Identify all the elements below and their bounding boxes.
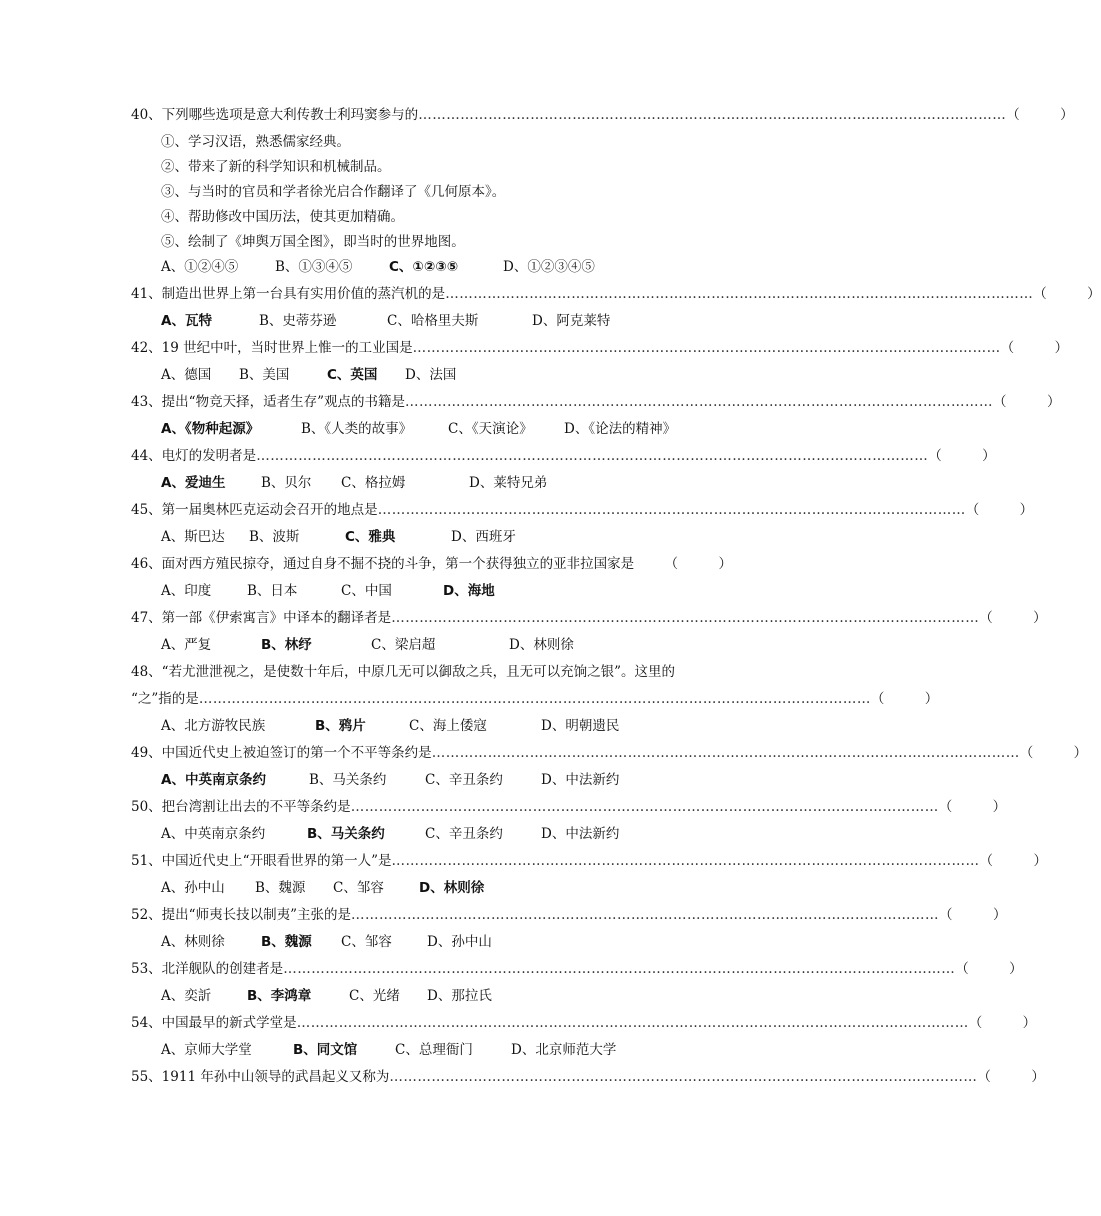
question-51 (0, 848, 1047, 875)
leader-dots: ……………………………………………………………………………………………………………… (431, 745, 1020, 761)
options-47 (161, 632, 1021, 659)
option: B、①③④⑤ (275, 259, 353, 275)
answer-blank: （ ） (955, 961, 1023, 977)
leader-dots: ……………………………………………………………………………………………………………… (377, 502, 966, 518)
leader-dots: ……………………………………………………………………………………………………………………………… (296, 1015, 969, 1031)
option: B、《人类的故事》 (301, 421, 413, 437)
option: B、马关条约 (309, 772, 387, 788)
question-55 (0, 1064, 1045, 1091)
question-50 (0, 794, 1007, 821)
question-stem: 55、1911 年孙中山领导的武昌起义又称为 (131, 1069, 390, 1085)
question-stem: 42、19 世纪中叶，当时世界上惟一的工业国是 (131, 340, 413, 356)
leader-dots: ……………………………………………………………………………………………………………………………… (283, 961, 956, 977)
question-stem: 44、电灯的发明者是 (131, 448, 257, 464)
question-45 (0, 497, 1034, 524)
options-40 (161, 254, 1021, 281)
statement-item: ①、学习汉语，熟悉儒家经典。 (161, 134, 350, 150)
option: A、林则徐 (161, 934, 225, 950)
question-53 (0, 956, 1023, 983)
leader-dots: ……………………………………………………………………………………………………………… (412, 340, 1001, 356)
answer-blank: （ ） (1019, 745, 1088, 761)
options-46 (161, 578, 1021, 605)
leader-dots: ……………………………………………………………………………………………………………… (404, 394, 993, 410)
options-52 (161, 929, 1021, 956)
answer-blank: （ ） (968, 1015, 1037, 1031)
question-stem: 46、面对西方殖民掠夺，通过自身不掘不挠的斗争，第一个获得独立的亚非拉国家是 (131, 556, 635, 572)
answer-blank: （ ） (928, 448, 996, 464)
options-45 (161, 524, 1021, 551)
option-answer: A、《物种起源》 (161, 421, 260, 437)
option: A、印度 (161, 583, 212, 599)
leader-dots: ……………………………………………………………………………………………………………… (418, 107, 1007, 123)
question-stem: 50、把台湾割让出去的不平等条约是 (131, 799, 351, 815)
question-stem: 51、中国近代史上“开眼看世界的第一人”是 (131, 853, 392, 869)
leader-dots (634, 551, 664, 578)
question-stem: 47、第一部《伊索寓言》中译本的翻译者是 (131, 610, 392, 626)
option: A、奕訢 (161, 988, 212, 1004)
options-50 (161, 821, 1021, 848)
option: D、孙中山 (427, 934, 492, 950)
option: A、德国 (161, 367, 212, 383)
question-stem: 43、提出“物竞天择，适者生存”观点的书籍是 (131, 394, 405, 410)
option: A、孙中山 (161, 880, 225, 896)
question-48-cont (0, 686, 939, 713)
option: B、史蒂芬逊 (259, 313, 337, 329)
option: D、①②③④⑤ (503, 259, 595, 275)
options-51 (161, 875, 1021, 902)
answer-blank: （ ） (938, 907, 1007, 923)
answer-blank: （ ） (1000, 340, 1069, 356)
option: C、哈格里夫斯 (387, 313, 479, 329)
option: B、波斯 (249, 529, 300, 545)
question-46 (0, 551, 860, 578)
option-answer: A、瓦特 (161, 313, 212, 329)
answer-blank: （ ） (977, 1069, 1045, 1085)
option: D、莱特兄弟 (469, 475, 548, 491)
question-stem: 54、中国最早的新式学堂是 (131, 1015, 297, 1031)
question-40 (0, 102, 1074, 129)
question-43 (0, 389, 1061, 416)
option: C、邹容 (341, 934, 392, 950)
option-answer: C、①②③⑤ (389, 259, 459, 275)
options-48 (161, 713, 1021, 740)
option-answer: B、鸦片 (315, 718, 366, 734)
option-answer: A、爱迪生 (161, 475, 226, 491)
question-41 (0, 281, 1101, 308)
option: D、阿克莱特 (532, 313, 611, 329)
option: C、《天演论》 (448, 421, 533, 437)
option: A、斯巴达 (161, 529, 225, 545)
answer-blank: （ ） (979, 610, 1047, 626)
answer-blank: （ ） (965, 502, 1034, 518)
question-48 (0, 659, 860, 686)
question-stem: 45、第一届奥林匹克运动会召开的地点是 (131, 502, 378, 518)
option: A、中英南京条约 (161, 826, 266, 842)
option-answer: C、雅典 (345, 529, 396, 545)
option: D、《论法的精神》 (564, 421, 677, 437)
option: D、北京师范大学 (511, 1042, 617, 1058)
option-answer: C、英国 (327, 367, 378, 383)
option-answer: D、林则徐 (419, 880, 485, 896)
answer-blank: （ ） (664, 556, 732, 572)
leader-dots: ……………………………………………………………………………………………………………… (391, 853, 980, 869)
option: C、中国 (341, 583, 392, 599)
question-stem: 48、“若尤泄泄视之，是使数十年后，中原几无可以御敌之兵，且无可以充饷之银”。这里的 (131, 664, 675, 680)
options-54 (161, 1037, 1021, 1064)
option-answer: B、李鸿章 (247, 988, 312, 1004)
answer-blank: （ ） (938, 799, 1007, 815)
answer-blank: （ ） (1033, 286, 1101, 302)
option: C、辛丑条约 (425, 772, 503, 788)
answer-blank: （ ） (870, 691, 939, 707)
option: C、梁启超 (371, 637, 436, 653)
question-44 (0, 443, 996, 470)
options-41 (161, 308, 1021, 335)
option: C、光绪 (349, 988, 400, 1004)
option: C、格拉姆 (341, 475, 406, 491)
option: A、严复 (161, 637, 212, 653)
option-answer: B、魏源 (261, 934, 312, 950)
option: C、总理衙门 (395, 1042, 473, 1058)
question-stem: 49、中国近代史上被迫签订的第一个不平等条约是 (131, 745, 432, 761)
option: A、①②④⑤ (161, 259, 239, 275)
option: D、那拉氏 (427, 988, 492, 1004)
option: D、西班牙 (451, 529, 516, 545)
option: D、法国 (405, 367, 457, 383)
leader-dots: ……………………………………………………………………………………………………………… (445, 286, 1034, 302)
leader-dots: ……………………………………………………………………………………………………………………………… (256, 448, 929, 464)
leader-dots: ……………………………………………………………………………………………………………… (350, 907, 939, 923)
statement-item: ③、与当时的官员和学者徐光启合作翻译了《几何原本》。 (161, 184, 506, 200)
statement-item: ④、帮助修改中国历法，使其更加精确。 (161, 209, 404, 225)
leader-dots: ……………………………………………………………………………………………………………… (391, 610, 980, 626)
option: C、辛丑条约 (425, 826, 503, 842)
option: B、日本 (247, 583, 298, 599)
options-44 (161, 470, 1021, 497)
question-stem: 41、制造出世界上第一台具有实用价值的蒸汽机的是 (131, 286, 446, 302)
options-43 (161, 416, 1021, 443)
option: B、美国 (239, 367, 290, 383)
leader-dots: ……………………………………………………………………………………………………………………………… (198, 691, 871, 707)
statement-item: ②、带来了新的科学知识和机械制品。 (161, 159, 391, 175)
option: D、明朝遗民 (541, 718, 620, 734)
options-53 (161, 983, 1021, 1010)
option: A、京师大学堂 (161, 1042, 252, 1058)
answer-blank: （ ） (1006, 107, 1074, 123)
leader-dots: ……………………………………………………………………………………………………………… (389, 1069, 978, 1085)
option: D、中法新约 (541, 772, 620, 788)
question-52 (0, 902, 1007, 929)
options-49 (161, 767, 1021, 794)
option: A、北方游牧民族 (161, 718, 266, 734)
options-42 (161, 362, 1021, 389)
option: D、林则徐 (509, 637, 574, 653)
option: B、贝尔 (261, 475, 312, 491)
option-answer: D、海地 (443, 583, 495, 599)
option: B、魏源 (255, 880, 306, 896)
option: D、中法新约 (541, 826, 620, 842)
answer-blank: （ ） (992, 394, 1061, 410)
question-stem: 52、提出“师夷长技以制夷”主张的是 (131, 907, 351, 923)
option-answer: A、中英南京条约 (161, 772, 266, 788)
option-answer: B、同文馆 (293, 1042, 358, 1058)
question-54 (0, 1010, 1037, 1037)
question-stem: 53、北洋舰队的创建者是 (131, 961, 284, 977)
option: C、海上倭寇 (409, 718, 487, 734)
option: C、邹容 (333, 880, 384, 896)
question-47 (0, 605, 1047, 632)
answer-blank: （ ） (979, 853, 1047, 869)
option-answer: B、马关条约 (307, 826, 385, 842)
question-42 (0, 335, 1069, 362)
option-answer: B、林纾 (261, 637, 312, 653)
question-stem-cont: “之”指的是 (131, 691, 199, 707)
question-49 (0, 740, 1088, 767)
leader-dots: ……………………………………………………………………………………………………………… (350, 799, 939, 815)
question-stem: 40、下列哪些选项是意大利传教士利玛窦参与的 (131, 107, 419, 123)
statement-item: ⑤、绘制了《坤舆万国全图》，即当时的世界地图。 (161, 234, 465, 250)
